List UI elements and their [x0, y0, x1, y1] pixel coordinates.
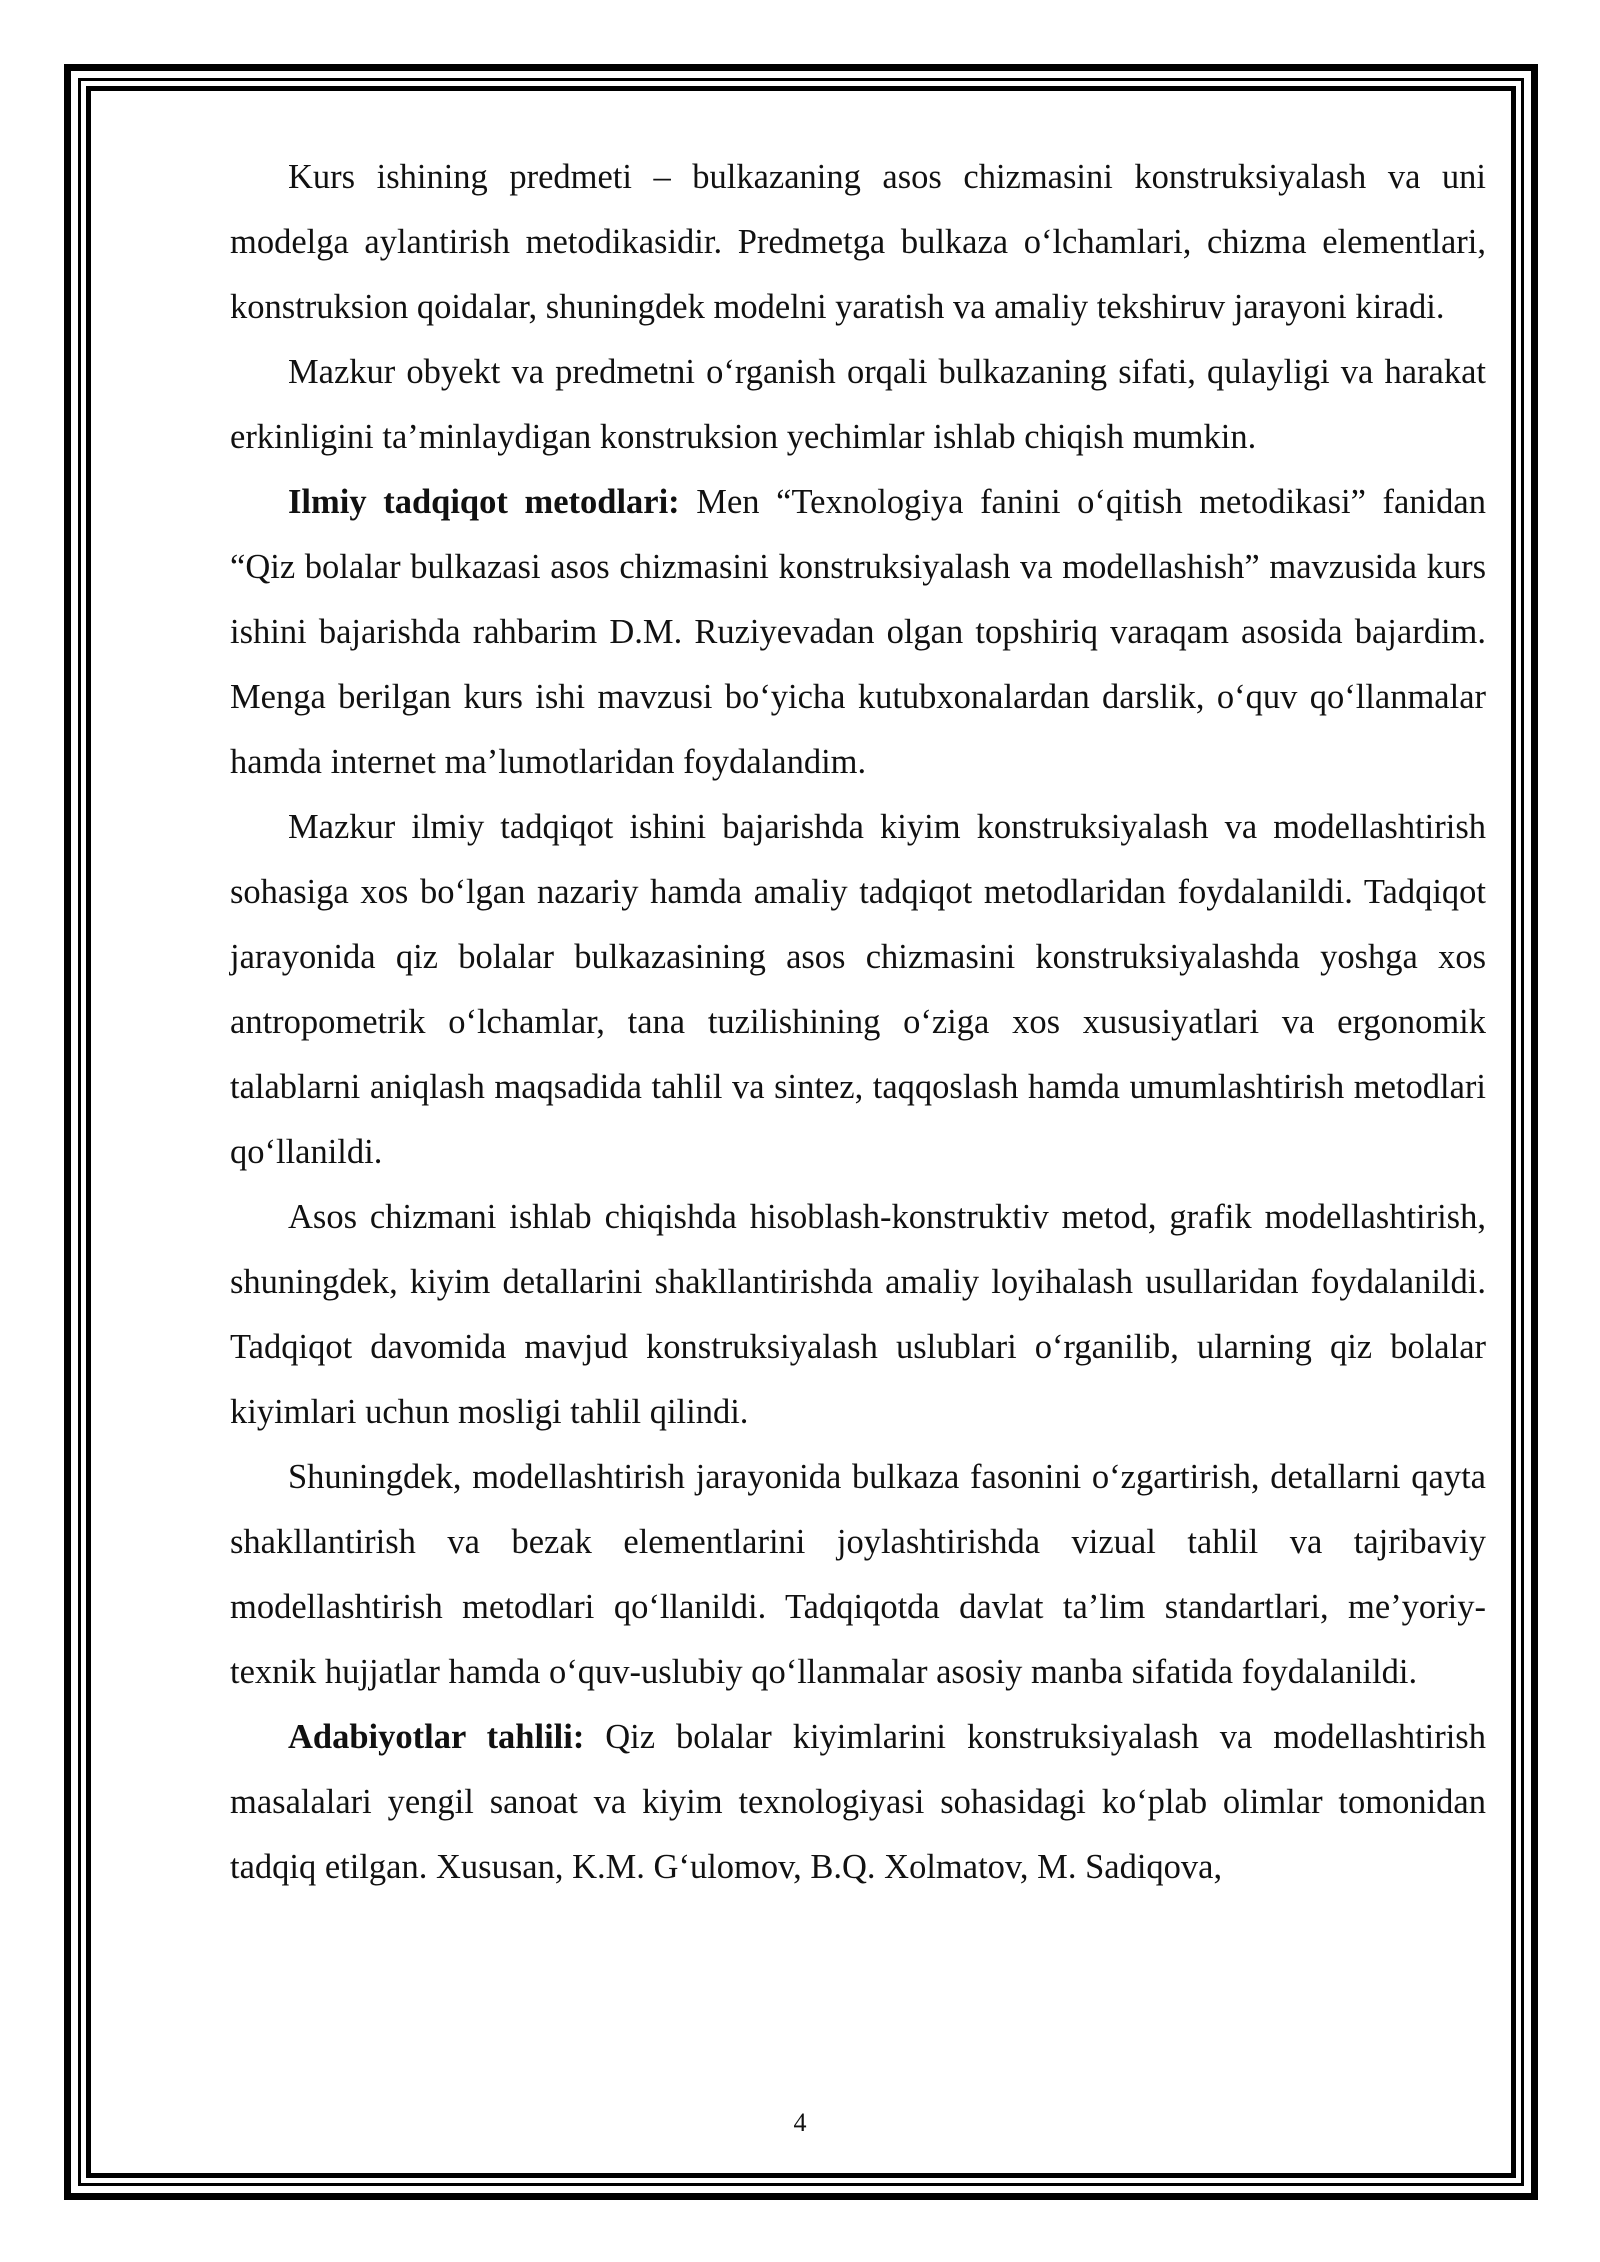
paragraph-text: Shuningdek, modellashtirish jarayonida bulkaza fasonini o‘zgartirish, detallarni qayta shakllantirish va bezak elementlarini joylashtirishda vizual tahlil va tajribaviy modellashtirish metodlari qo‘llanildi. Tadqiqotda davlat ta’lim standartlari, me’yoriy-texnik hujjatlar hamda o‘quv-uslubiy qo‘llanmalar asosiy manba sifatida foydalanildi.	[230, 1458, 1486, 1691]
paragraph-literature-review	[230, 1705, 1486, 1900]
paragraph-object-and-subject	[230, 340, 1486, 470]
paragraph-text: Kurs ishining predmeti – bulkazaning asos chizmasini konstruksiyalash va uni modelga aylantirish metodikasidir. Predmetga bulkaza o‘lchamlari, chizma elementlari, konstruksion qoidalar, shuningdek modelni yaratish va amaliy tekshiruv jarayoni kiradi.	[230, 158, 1486, 326]
paragraph-modeling-methods	[230, 1445, 1486, 1705]
document-body	[230, 145, 1486, 1900]
page-number: 4	[793, 2108, 807, 2137]
paragraph-subject	[230, 145, 1486, 340]
paragraph-text: Mazkur ilmiy tadqiqot ishini bajarishda kiyim konstruksiyalash va modellashtirish sohasiga xos bo‘lgan nazariy hamda amaliy tadqiqot metodlaridan foydalanildi. Tadqiqot jarayonida qiz bolalar bulkazasining asos chizmasini konstruksiyalashda yoshga xos antropometrik o‘lchamlar, tana tuzilishining o‘ziga xos xususiyatlari va ergonomik talablarni aniqlash maqsadida tahlil va sintez, taqqoslash hamda umumlashtirish metodlari qo‘llanildi.	[230, 808, 1486, 1171]
paragraph-text: Qiz bolalar kiyimlarini konstruksiyalash va modellashtirish masalalari yengil sanoat va kiyim texnologiyasi sohasidagi ko‘plab olimlar tomonidan tadqiq etilgan. Xususan, K.M. G‘ulomov, B.Q. Xolmatov, M. Sadiqova,	[230, 1718, 1486, 1886]
section-heading-research-methods: Ilmiy tadqiqot metodlari:	[288, 483, 680, 521]
paragraph-text: Mazkur obyekt va predmetni o‘rganish orqali bulkazaning sifati, qulayligi va harakat erkinligini ta’minlaydigan konstruksion yechimlar ishlab chiqish mumkin.	[230, 353, 1486, 456]
paragraph-text: Asos chizmani ishlab chiqishda hisoblash-konstruktiv metod, grafik modellashtirish, shuningdek, kiyim detallarini shakllantirishda amaliy loyihalash usullaridan foydalanildi. Tadqiqot davomida mavjud konstruksiyalash uslublari o‘rganilib, ularning qiz bolalar kiyimlari uchun mosligi tahlil qilindi.	[230, 1198, 1486, 1431]
paragraph-research-methods	[230, 470, 1486, 795]
section-heading-literature-review: Adabiyotlar tahlili:	[288, 1718, 585, 1756]
paragraph-design-methods	[230, 1185, 1486, 1445]
paragraph-theoretical-methods	[230, 795, 1486, 1185]
paragraph-text: Men “Texnologiya fanini o‘qitish metodikasi” fanidan “Qiz bolalar bulkazasi asos chizmasini konstruksiyalash va modellashish” mavzusida kurs ishini bajarishda rahbarim D.M. Ruziyevadan olgan topshiriq varaqam asosida bajardim. Menga berilgan kurs ishi mavzusi bo‘yicha kutubxonalardan darslik, o‘quv qo‘llanmalar hamda internet ma’lumotlaridan foydalandim.	[230, 483, 1486, 781]
